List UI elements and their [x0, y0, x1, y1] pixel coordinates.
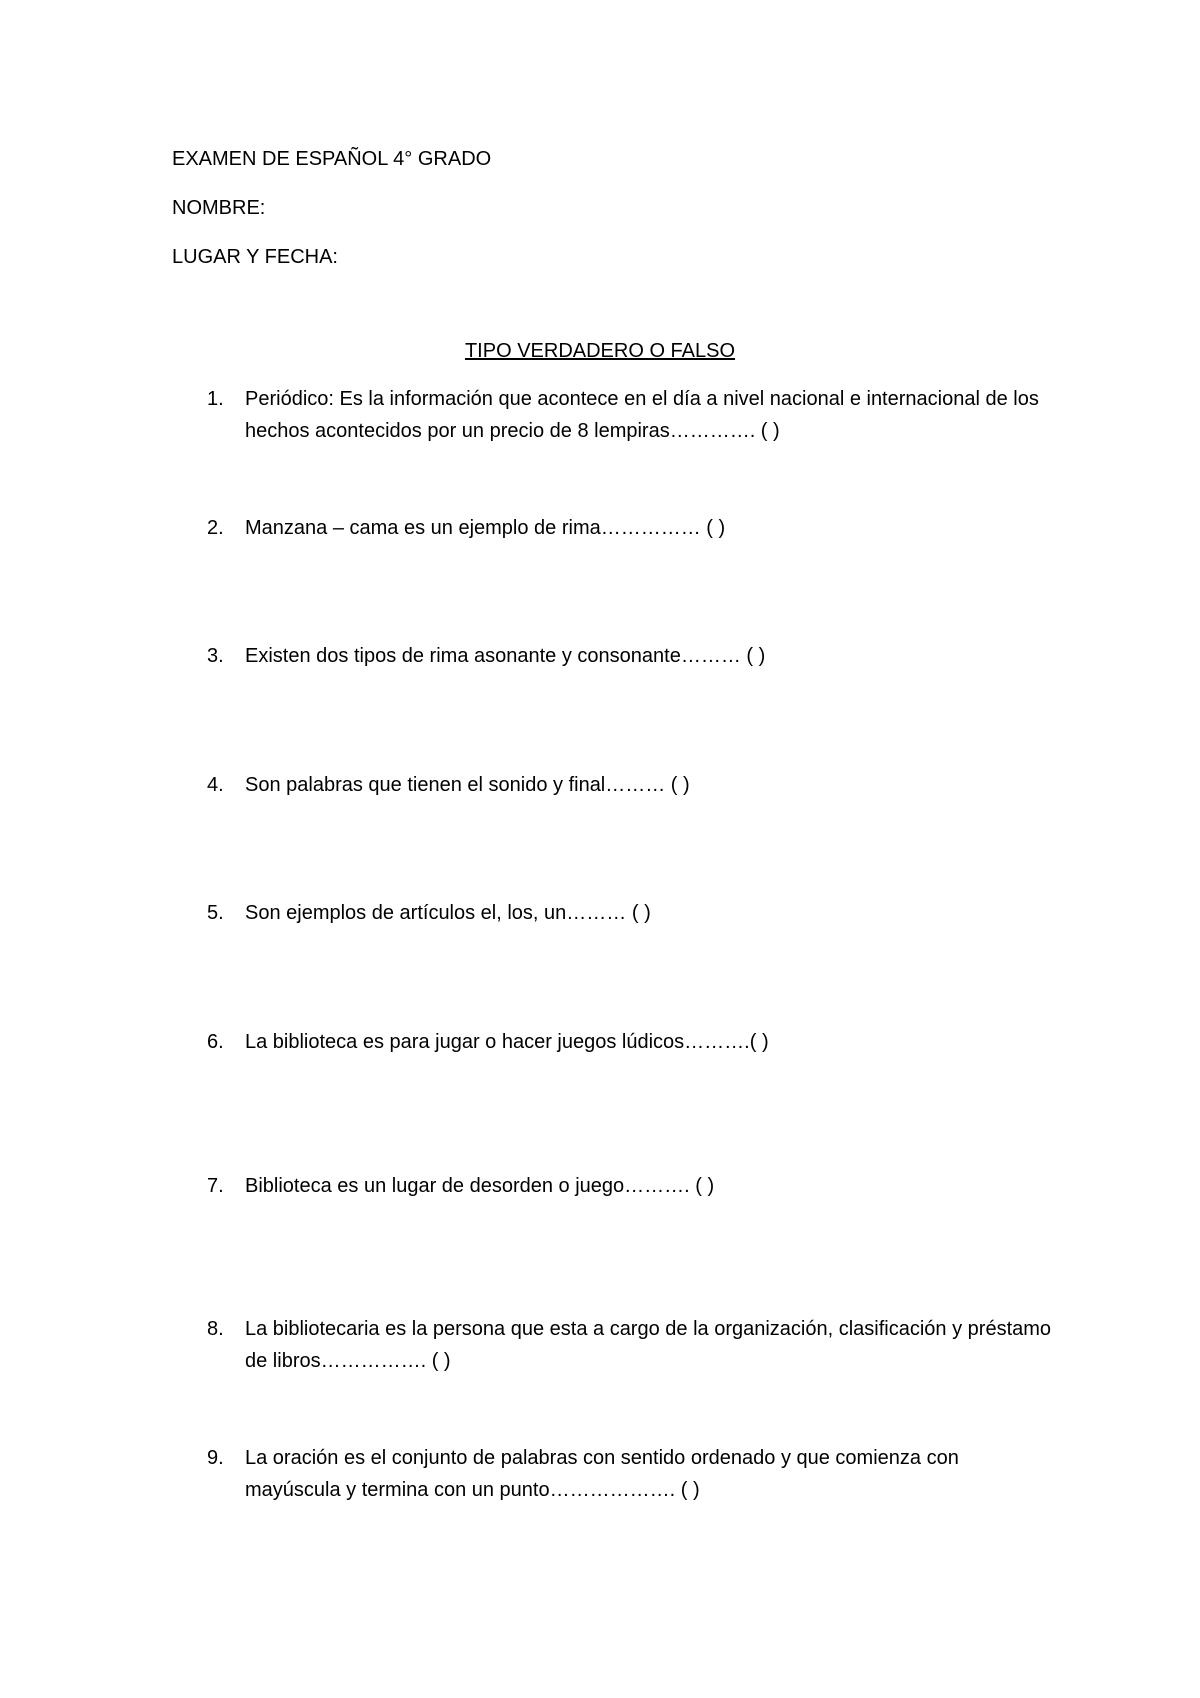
question-number: 8. — [207, 1318, 224, 1340]
question-number: 9. — [207, 1447, 224, 1469]
question-number: 6. — [207, 1031, 224, 1053]
question-item — [207, 1026, 1057, 1058]
section-title: TIPO VERDADERO O FALSO — [464, 340, 736, 362]
question-number: 5. — [207, 902, 224, 924]
place-date-label: LUGAR Y FECHA: — [172, 246, 338, 268]
question-text: Periódico: Es la información que acontece en el día a nivel nacional e internacional de los hechos acontecidos por un precio de 8 lempiras…………. ( ) — [245, 388, 1039, 442]
question-item — [207, 1170, 1057, 1202]
question-item — [207, 1442, 1057, 1506]
name-label: NOMBRE: — [172, 197, 266, 219]
question-number: 3. — [207, 645, 224, 667]
exam-title: EXAMEN DE ESPAÑOL 4° GRADO — [172, 148, 492, 170]
question-text: Biblioteca es un lugar de desorden o juego………. ( ) — [245, 1175, 715, 1197]
question-number: 7. — [207, 1175, 224, 1197]
question-number: 4. — [207, 774, 224, 796]
question-number: 1. — [207, 388, 224, 410]
question-item — [207, 897, 1057, 929]
question-text: Existen dos tipos de rima asonante y consonante……… ( ) — [245, 645, 766, 667]
question-text: La bibliotecaria es la persona que esta a cargo de la organización, clasificación y préstamo de libros……………. ( ) — [245, 1318, 1052, 1372]
question-item — [207, 640, 1057, 672]
question-text: Son palabras que tienen el sonido y final……… ( ) — [245, 774, 690, 796]
question-item — [207, 769, 1057, 801]
question-item — [207, 512, 1057, 544]
question-number: 2. — [207, 517, 224, 539]
question-item — [207, 1313, 1057, 1377]
question-item — [207, 383, 1057, 447]
question-text: Son ejemplos de artículos el, los, un……… ( ) — [245, 902, 651, 924]
question-text: La oración es el conjunto de palabras con sentido ordenado y que comienza con mayúscula y termina con un punto………………. ( ) — [245, 1447, 959, 1501]
question-text: Manzana – cama es un ejemplo de rima…………… ( ) — [245, 517, 726, 539]
question-text: La biblioteca es para jugar o hacer juegos lúdicos……….( ) — [245, 1031, 769, 1053]
